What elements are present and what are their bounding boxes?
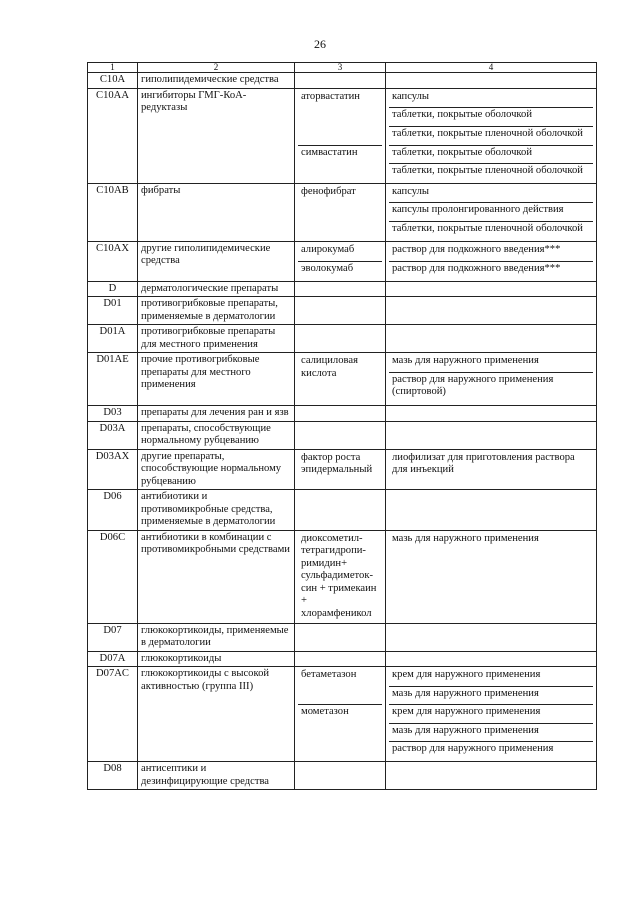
dosage-form-group <box>389 262 593 280</box>
table-row <box>88 88 597 183</box>
dosage-forms-cell <box>386 530 597 623</box>
atc-code: D03 <box>88 406 138 422</box>
drug-cell <box>295 325 386 353</box>
atc-group-name: прочие противогрибковые препараты для местного применения <box>138 353 295 406</box>
table-row <box>88 651 597 667</box>
table-row <box>88 73 597 89</box>
column-header: 4 <box>386 63 597 73</box>
dosage-form: раствор для наружного применения (спиртовой) <box>392 373 554 397</box>
dosage-forms-cell <box>386 88 597 183</box>
dosage-form-group <box>389 90 593 146</box>
dosage-form: лиофилизат для приготовления раствора для инъекций <box>392 451 575 475</box>
atc-code: D <box>88 281 138 297</box>
drug-cell <box>295 88 386 183</box>
dosage-form: мазь для наружного применения <box>389 354 593 373</box>
dosage-form: таблетки, покрытые пленочной оболочкой <box>392 127 583 139</box>
drug-cell <box>295 183 386 241</box>
dosage-forms-cell <box>386 667 597 762</box>
dosage-form: таблетки, покрытые оболочкой <box>389 108 593 127</box>
dosage-form: капсулы <box>389 185 593 204</box>
table-row <box>88 183 597 241</box>
dosage-forms-cell <box>386 353 597 406</box>
dosage-form: таблетки, покрытые пленочной оболочкой <box>392 222 583 234</box>
drug-cell <box>295 530 386 623</box>
dosage-form-group <box>389 668 593 705</box>
atc-code: D06C <box>88 530 138 623</box>
dosage-form: крем для наружного применения <box>389 668 593 687</box>
dosage-form-group <box>389 185 593 240</box>
dosage-form-group <box>389 243 593 262</box>
atc-group-name: противогрибковые препараты, применяемые в дерматологии <box>138 297 295 325</box>
dosage-form: раствор для наружного применения <box>392 743 554 754</box>
drug-table <box>87 62 597 790</box>
table-row <box>88 623 597 651</box>
dosage-forms-cell <box>386 325 597 353</box>
dosage-form-group <box>389 354 593 404</box>
drug-cell <box>295 623 386 651</box>
drug-name: алирокумаб <box>298 243 382 262</box>
atc-group-name: дерматологические препараты <box>138 281 295 297</box>
drug-cell <box>295 651 386 667</box>
drug-cell <box>295 406 386 422</box>
drug-cell <box>295 297 386 325</box>
dosage-form: мазь для наружного применения <box>392 687 539 699</box>
dosage-forms-cell <box>386 406 597 422</box>
drug-cell <box>295 667 386 762</box>
drug-cell <box>295 353 386 406</box>
drug-name: аторвастатин <box>298 90 382 146</box>
atc-code: D03A <box>88 421 138 449</box>
atc-group-name: глюкокортикоиды, применяемые в дерматологии <box>138 623 295 651</box>
drug-name: симвастатин <box>301 146 358 158</box>
drug-name: диоксометил-тетрагидропи-римидин+ сульфадиметок-син + тримекаин + хлорамфеникол <box>301 532 377 619</box>
dosage-form-group <box>389 451 593 482</box>
table-row <box>88 241 597 281</box>
dosage-form: раствор для подкожного введения*** <box>392 243 561 255</box>
dosage-form-group <box>389 532 593 622</box>
atc-code: D01 <box>88 297 138 325</box>
dosage-forms-cell <box>386 490 597 531</box>
dosage-forms-cell <box>386 762 597 790</box>
column-header: 3 <box>295 63 386 73</box>
table-row <box>88 421 597 449</box>
dosage-forms-cell <box>386 281 597 297</box>
drug-cell <box>295 281 386 297</box>
atc-code: D01AE <box>88 353 138 406</box>
atc-code: D01A <box>88 325 138 353</box>
dosage-forms-cell <box>386 241 597 281</box>
dosage-forms-cell <box>386 449 597 490</box>
column-header: 2 <box>138 63 295 73</box>
dosage-forms-cell <box>386 421 597 449</box>
dosage-form: капсулы <box>389 90 593 109</box>
drug-name: бетаметазон <box>298 668 382 705</box>
drug-name: фенофибрат <box>301 185 356 197</box>
atc-group-name: фибраты <box>138 183 295 241</box>
atc-group-name: антисептики и дезинфицирующие средства <box>138 762 295 790</box>
dosage-form-group <box>389 705 593 760</box>
drug-cell <box>295 490 386 531</box>
drug-name: фактор роста эпидермальный <box>301 451 373 475</box>
atc-code: C10AX <box>88 241 138 281</box>
dosage-form: таблетки, покрытые пленочной оболочкой <box>392 165 583 176</box>
dosage-form: капсулы пролонгированного действия <box>389 203 593 222</box>
dosage-forms-cell <box>386 297 597 325</box>
table-row <box>88 762 597 790</box>
drug-cell <box>295 421 386 449</box>
atc-code: D03AX <box>88 449 138 490</box>
atc-group-name: противогрибковые препараты для местного применения <box>138 325 295 353</box>
atc-group-name: глюкокортикоиды с высокой активностью (группа III) <box>138 667 295 762</box>
dosage-forms-cell <box>386 651 597 667</box>
table-row <box>88 530 597 623</box>
atc-group-name: препараты для лечения ран и язв <box>138 406 295 422</box>
atc-code: D07A <box>88 651 138 667</box>
dosage-form: мазь для наружного применения <box>392 532 539 544</box>
atc-group-name: другие препараты, способствующие нормальному рубцеванию <box>138 449 295 490</box>
drug-name: эволокумаб <box>301 262 354 274</box>
table-row <box>88 297 597 325</box>
table-row <box>88 449 597 490</box>
dosage-form-group <box>389 146 593 182</box>
atc-code: D07AC <box>88 667 138 762</box>
atc-group-name: антибиотики и противомикробные средства, применяемые в дерматологии <box>138 490 295 531</box>
dosage-forms-cell <box>386 73 597 89</box>
table-row <box>88 406 597 422</box>
atc-group-name: глюкокортикоиды <box>138 651 295 667</box>
atc-code: D07 <box>88 623 138 651</box>
atc-group-name: препараты, способствующие нормальному рубцеванию <box>138 421 295 449</box>
dosage-form: раствор для подкожного введения*** <box>392 262 561 274</box>
atc-code: C10A <box>88 73 138 89</box>
table-row <box>88 490 597 531</box>
drug-cell <box>295 449 386 490</box>
dosage-form: мазь для наружного применения <box>389 724 593 743</box>
drug-name: салициловая кислота <box>301 355 358 379</box>
dosage-form: крем для наружного применения <box>389 705 593 724</box>
table-row <box>88 667 597 762</box>
atc-group-name: антибиотики в комбинации с противомикробными средствами <box>138 530 295 623</box>
drug-cell <box>295 762 386 790</box>
drug-cell <box>295 73 386 89</box>
table-row <box>88 281 597 297</box>
dosage-forms-cell <box>386 183 597 241</box>
table-row <box>88 325 597 353</box>
atc-code: D06 <box>88 490 138 531</box>
dosage-forms-cell <box>386 623 597 651</box>
column-header: 1 <box>88 63 138 73</box>
atc-code: C10AA <box>88 88 138 183</box>
dosage-form: таблетки, покрытые оболочкой <box>389 146 593 165</box>
atc-code: D08 <box>88 762 138 790</box>
atc-group-name: гиполипидемические средства <box>138 73 295 89</box>
drug-cell <box>295 241 386 281</box>
page-number: 26 <box>314 37 326 51</box>
drug-name: мометазон <box>301 706 349 717</box>
table-row <box>88 353 597 406</box>
atc-group-name: другие гиполипидемические средства <box>138 241 295 281</box>
atc-group-name: ингибиторы ГМГ-КоА-редуктазы <box>138 88 295 183</box>
atc-code: C10AB <box>88 183 138 241</box>
table-header-row <box>88 63 597 73</box>
